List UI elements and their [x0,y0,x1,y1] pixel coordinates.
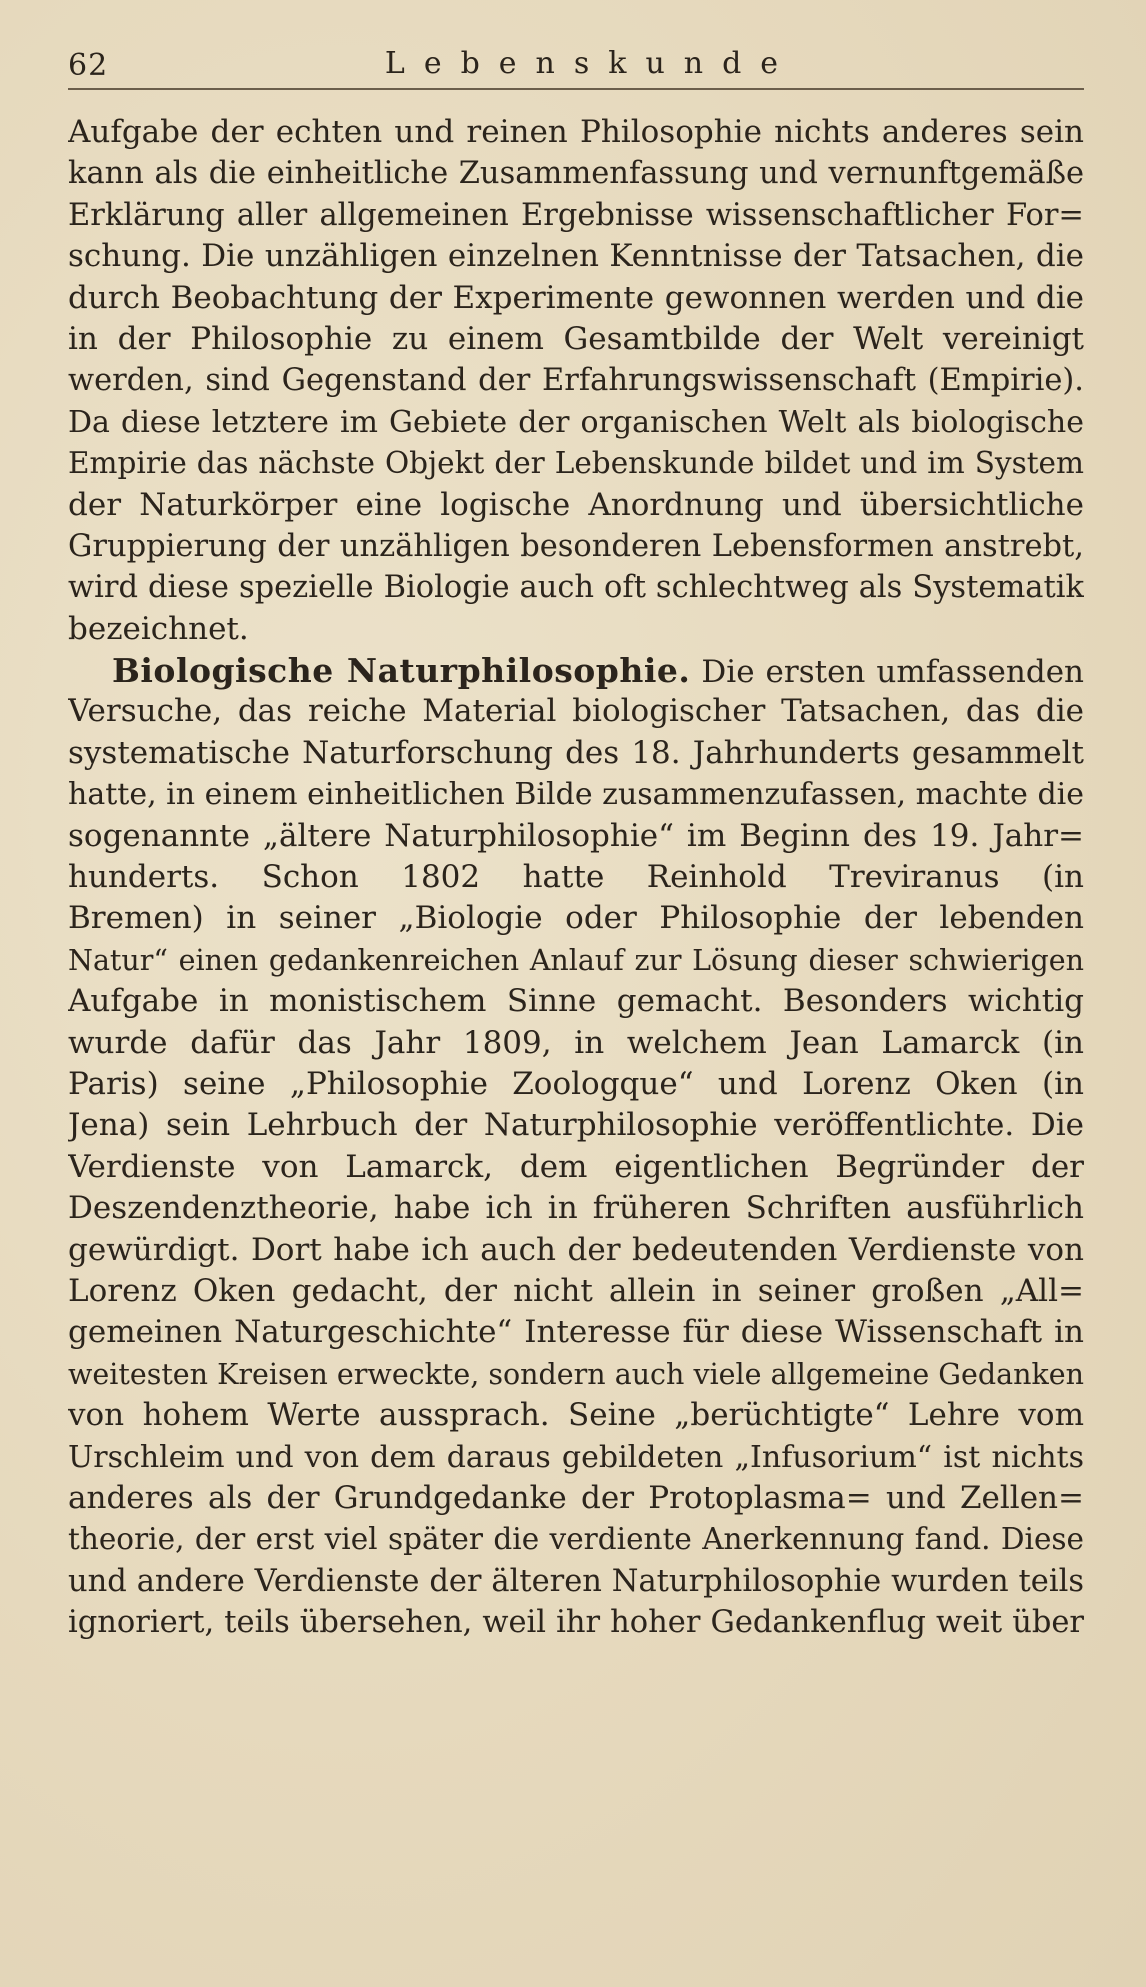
text-line: von hohem Werte aussprach. Seine „berüchtigte“ Lehre vom [68,1397,1084,1434]
text-line: theorie, der erst viel später die verdiente Anerkennung fand. Diese [68,1522,1084,1557]
text-line: Da diese letztere im Gebiete der organischen Welt als biologische [68,404,1084,440]
text-line: Natur“ einen gedankenreichen Anlauf zur Lösung dieser schwierigen [68,943,1084,977]
text-line: anderes als der Grundgedanke der Protoplasma= und Zellen= [68,1479,1084,1516]
book-page [68,40,1084,1643]
text-line: kann als die einheitliche Zusammenfassung und vernunftgemäße [68,156,1084,192]
text-line: und andere Verdienste der älteren Naturphilosophie wurden teils [68,1563,1084,1599]
text-line: gewürdigt. Dort habe ich auch der bedeutenden Verdienste von [68,1231,1084,1268]
text-line: wurde dafür das Jahr 1809, in welchem Jean Lamarck (in [68,1024,1084,1061]
body-text [68,112,1084,1643]
paragraph-1 [68,112,1084,650]
paragraph-2 [68,650,1084,1643]
page-header [68,40,1084,90]
text-line: Erklärung aller allgemeinen Ergebnisse wissenschaftlicher For= [68,197,1084,233]
text-line: Aufgabe der echten und reinen Philosophie nichts anderes sein [68,114,1084,150]
text-line: in der Philosophie zu einem Gesamtbilde der Welt vereinigt [68,320,1084,357]
text-line: Lorenz Oken gedacht, der nicht allein in seiner großen „All= [68,1272,1084,1309]
text-line: Empirie das nächste Objekt der Lebenskunde bildet und im System [68,446,1084,481]
text-line: Verdienste von Lamarck, dem eigentlichen Begründer der [68,1148,1084,1185]
section-heading: Biologische Naturphilosophie. [112,651,691,691]
text-line: durch Beobachtung der Experimente gewonnen werden und die [68,279,1084,316]
text-line: bezeichnet. [68,610,249,647]
text-line: hatte, in einem einheitlichen Bilde zusammenzufassen, machte die [68,777,1084,813]
text-line: Aufgabe in monistischem Sinne gemacht. Besonders wichtig [68,983,1084,1020]
text-line: Gruppierung der unzähligen besonderen Lebensformen anstrebt, [68,528,1084,564]
text-line: gemeinen Naturgeschichte“ Interesse für diese Wissenschaft in [68,1314,1084,1351]
text-line: Urschleim und von dem daraus gebildeten „Infusorium“ ist nichts [68,1439,1084,1475]
text-line: Bremen) in seiner „Biologie oder Philosophie der lebenden [68,900,1084,937]
page-number: 62 [68,48,109,83]
text-line: weitesten Kreisen erweckte, sondern auch viele allgemeine Gedanken [68,1357,1084,1391]
text-line: hunderts. Schon 1802 hatte Reinhold Treviranus (in [68,859,1084,896]
text-line: Paris) seine „Philosophie Zoologque“ und Lorenz Oken (in [68,1065,1084,1102]
text-line: systematische Naturforschung des 18. Jahrhunderts gesammelt [68,734,1084,771]
text-line: Versuche, das reiche Material biologischer Tatsachen, das die [68,693,1084,730]
text-line: Jena) sein Lehrbuch der Naturphilosophie veröffentlichte. Die [68,1107,1084,1144]
text-line: sogenannte „ältere Naturphilosophie“ im Beginn des 19. Jahr= [68,817,1084,854]
text-line: Deszendenztheorie, habe ich in früheren Schriften ausführlich [68,1190,1084,1227]
text-line: ignoriert, teils übersehen, weil ihr hoher Gedankenflug weit über [68,1605,1084,1641]
text-line: der Naturkörper eine logische Anordnung und übersichtliche [68,486,1084,523]
text-line: werden, sind Gegenstand der Erfahrungswissenschaft (Empirie). [68,363,1084,399]
heading-line-text: Die ersten umfassenden [701,654,1084,691]
text-line: wird diese spezielle Biologie auch oft schlechtweg als Systematik [68,570,1084,606]
text-line: schung. Die unzähligen einzelnen Kenntnisse der Tatsachen, die [68,238,1084,275]
section-heading-line [68,650,1084,691]
running-title: Lebenskunde [384,46,798,81]
